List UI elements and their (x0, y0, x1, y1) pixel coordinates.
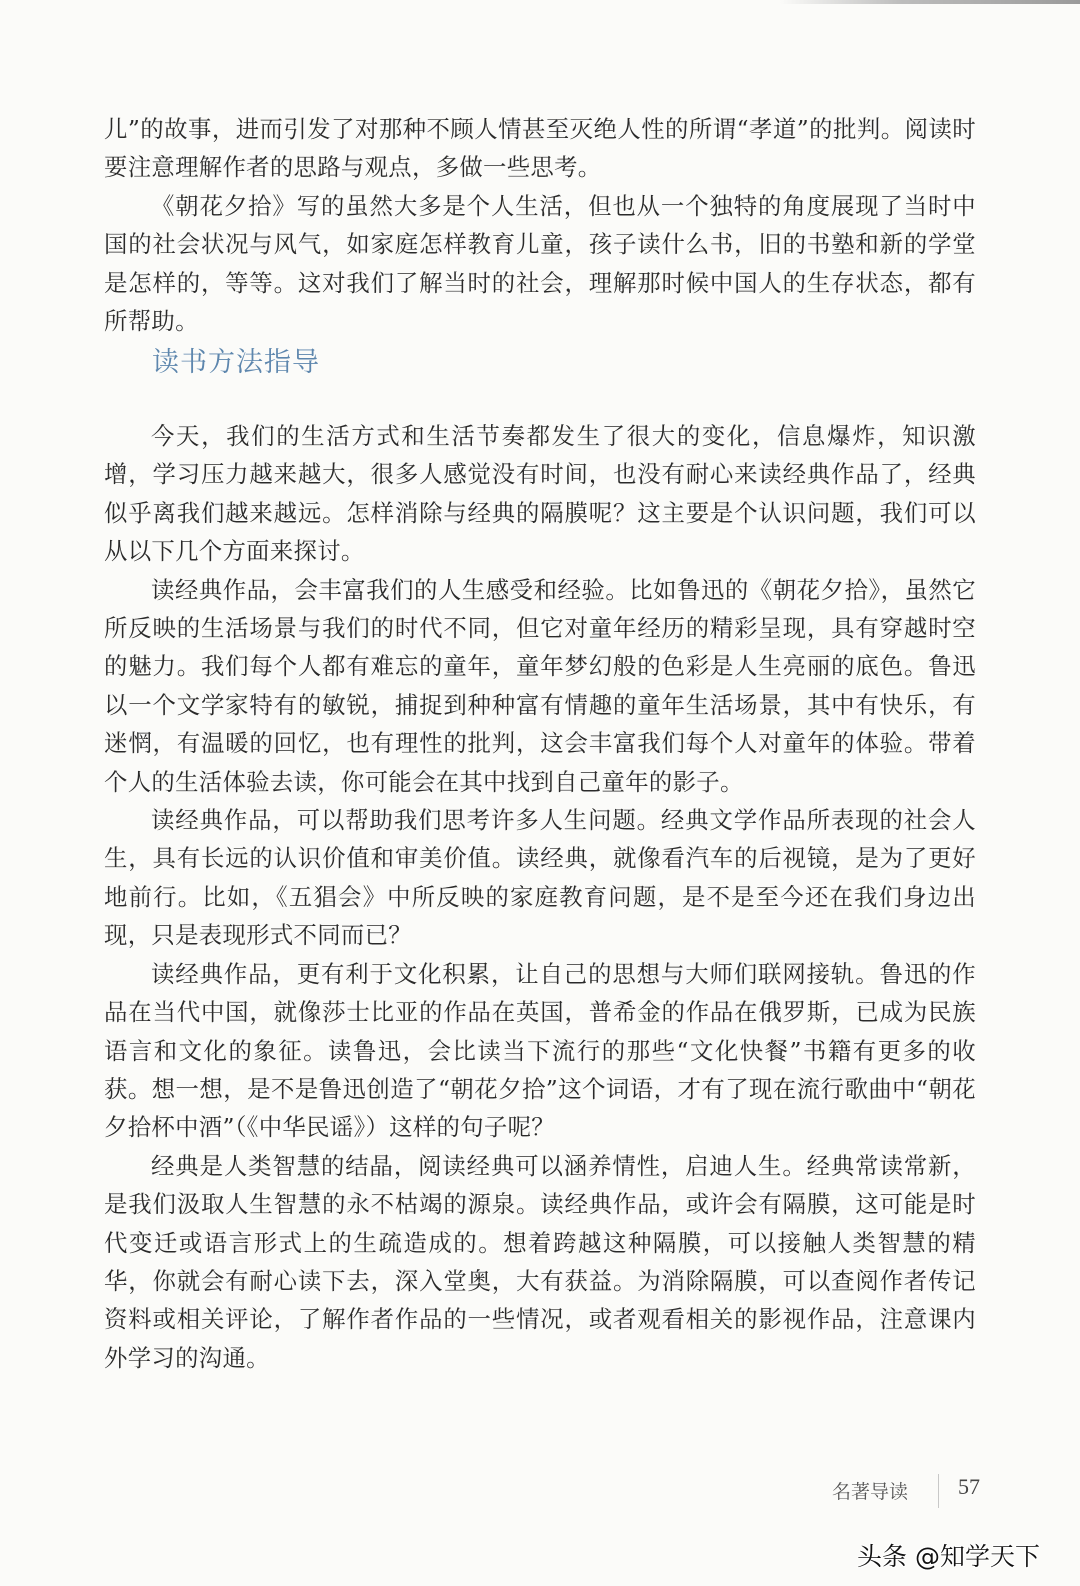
page-edge-shadow (780, 0, 1080, 4)
intro-text (104, 110, 976, 340)
section-paragraph-2: 读经典作品，会丰富我们的人生感受和经验。比如鲁迅的《朝花夕拾》，虽然它所反映的生活场景与我们的时代不同，但它对童年经历的精彩呈现，具有穿越时空的魅力。我们每个人都有难忘的童年，童年梦幻般的色彩是人生亮丽的底色。鲁迅以一个文学家特有的敏锐，捕捉到种种富有情趣的童年生活场景，其中有快乐，有迷惘，有温暖的回忆，也有理性的批判，这会丰富我们每个人对童年的体验。带着个人的生活体验去读，你可能会在其中找到自己童年的影子。 (104, 575, 976, 796)
page-number: 57 (958, 1474, 980, 1499)
section-paragraph-4: 读经典作品，更有利于文化积累，让自己的思想与大师们联网接轨。鲁迅的作品在当代中国，就像莎士比亚的作品在英国，普希金的作品在俄罗斯，已成为民族语言和文化的象征。读鲁迅，会比读当下流行的那些“文化快餐”书籍有更多的收获。想一想，是不是鲁迅创造了“朝花夕拾”这个词语，才有了现在流行歌曲中“朝花夕拾杯中酒”（《中华民谣》）这样的句子呢？ (104, 959, 976, 1142)
section-heading: 读书方法指导 (152, 347, 320, 378)
watermark: 头条 @知学天下 (857, 1542, 1040, 1571)
section-paragraph-5: 经典是人类智慧的结晶，阅读经典可以涵养情性，启迪人生。经典常读常新，是我们汲取人生智慧的永不枯竭的源泉。读经典作品，或许会有隔膜，这可能是时代变迁或语言形式上的生疏造成的。想着跨越这种隔膜，可以接触人类智慧的精华，你就会有耐心读下去，深入堂奥，大有获益。为消除隔膜，可以查阅作者传记资料或相关评论，了解作者作品的一些情况，或者观看相关的影视作品，注意课内外学习的沟通。 (104, 1151, 976, 1372)
section-paragraph-1: 今天，我们的生活方式和生活节奏都发生了很大的变化，信息爆炸，知识激增，学习压力越来越大，很多人感觉没有时间，也没有耐心来读经典作品了，经典似乎离我们越来越远。怎样消除与经典的隔膜呢？这主要是个认识问题，我们可以从以下几个方面来探讨。 (104, 422, 976, 566)
book-section-label: 名著导读 (832, 1481, 909, 1503)
section-body (104, 417, 976, 1377)
footer-divider (938, 1474, 939, 1508)
intro-paragraph-1: 儿”的故事，进而引发了对那种不顾人情甚至灭绝人性的所谓“孝道”的批判。阅读时要注意理解作者的思路与观点，多做一些思考。 (104, 115, 976, 182)
section-paragraph-3: 读经典作品，可以帮助我们思考许多人生问题。经典文学作品所表现的社会人生，具有长远的认识价值和审美价值。读经典，就像看汽车的后视镜，是为了更好地前行。比如，《五猖会》中所反映的家庭教育问题，是不是至今还在我们身边出现，只是表现形式不同而已？ (104, 806, 976, 950)
intro-paragraph-2: 《朝花夕拾》写的虽然大多是个人生活，但也从一个独特的角度展现了当时中国的社会状况与风气，如家庭怎样教育儿童，孩子读什么书，旧的书塾和新的学堂是怎样的，等等。这对我们了解当时的社会，理解那时候中国人的生存状态，都有所帮助。 (104, 191, 976, 336)
